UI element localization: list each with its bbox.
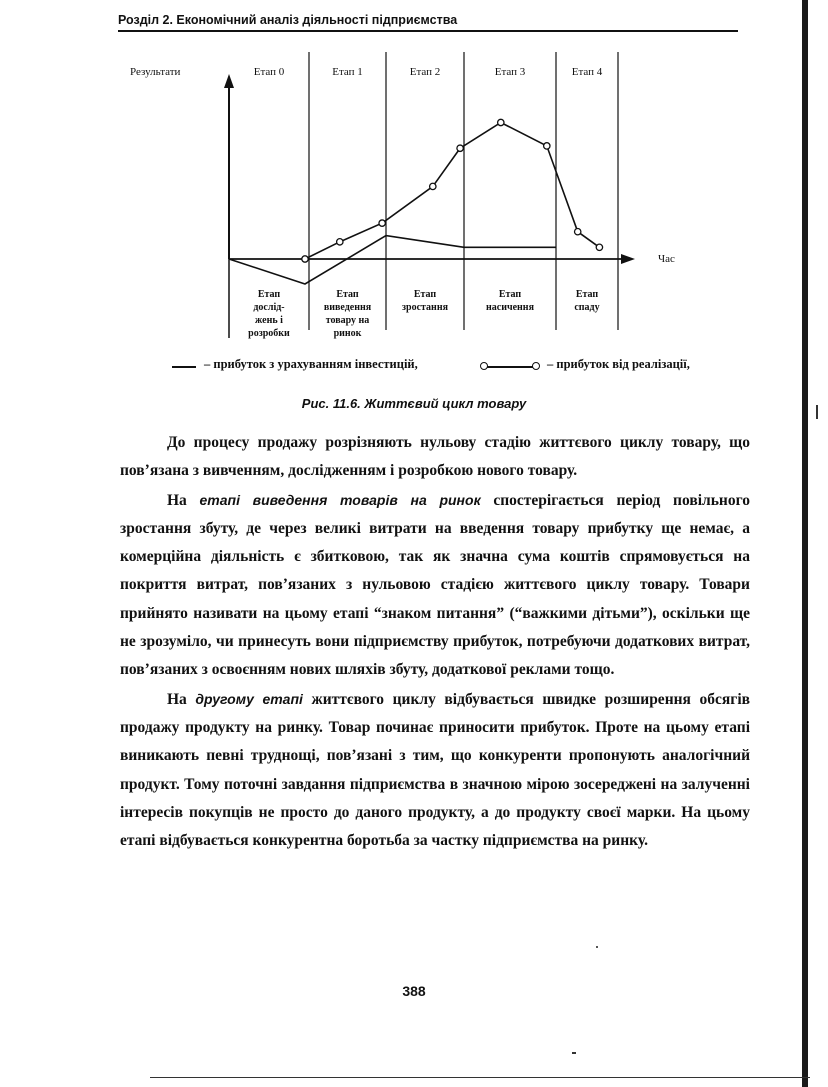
legend-label-investment: – прибуток з урахуванням інвестицій,: [204, 357, 418, 371]
legend-swatch-investment: [172, 366, 196, 368]
stage-bottom-label-4-1: спаду: [574, 302, 600, 313]
stage-bottom-label-3-0: Етап: [498, 289, 522, 300]
stage-bottom-label-0-2: жень і: [255, 315, 283, 326]
header-rule: [118, 30, 738, 32]
series-line-1: [305, 123, 599, 260]
stage-top-label-3: Етап 3: [494, 66, 526, 78]
stage-bottom-label-1-0: Етап: [336, 289, 359, 300]
stage-top-label-1: Етап 1: [332, 66, 363, 78]
stage-bottom-label-1-3: ринок: [333, 328, 362, 339]
series-1-point-2: [379, 220, 385, 226]
scan-speck: [572, 1052, 576, 1054]
x-axis-arrow: [621, 254, 635, 264]
product-life-cycle-chart: [118, 40, 698, 355]
series-1-point-5: [498, 119, 504, 125]
legend-label-sales: – прибуток від реалізації,: [547, 357, 690, 371]
stage-bottom-label-2-0: Етап: [413, 289, 437, 300]
legend-marker-right: [532, 362, 540, 370]
paragraph-3: [120, 685, 750, 856]
series-1-point-8: [596, 244, 602, 250]
stage-bottom-label-1-2: товару на: [325, 315, 370, 326]
body-text: [120, 429, 750, 855]
stage-bottom-label-0-1: дослід-: [253, 302, 285, 313]
chart-legend: [172, 357, 792, 375]
y-axis-label: Результати: [130, 66, 181, 78]
p3-emphasis: другому етапі: [195, 690, 303, 707]
p3-rest: життєвого циклу відбувається швидке розширення обсягів продажу продукту на ринку. Товар починає приносити прибуток. Проте на цьому етапі виникають певні труднощі, пов’язані з тим, що конкуренти пропонують аналогічний продукт. Тому поточні завдання підприємства в значною мірою зосереджені на залученні інтересів покупців не просто до даного продукту, а до продукту своєї марки. На цьому етапі відбувається конкурентна боротьба за частку підприємства на ринку.: [120, 690, 751, 850]
paragraph-2: [120, 486, 750, 685]
stage-top-label-4: Етап 4: [571, 66, 603, 78]
stage-bottom-label-0-3: розробки: [248, 328, 290, 339]
p2-emphasis: етапі виведення товарів на ринок: [199, 491, 481, 508]
running-header: Розділ 2. Економічний аналіз діяльності підприємства: [118, 13, 458, 27]
series-1-point-7: [575, 229, 581, 235]
stage-bottom-label-2-1: зростання: [402, 302, 448, 313]
series-1-point-6: [544, 143, 550, 149]
series-1-point-1: [337, 239, 343, 245]
stage-bottom-label-1-1: виведення: [323, 302, 372, 313]
series-1-point-0: [302, 256, 308, 262]
figure-caption: Рис. 11.6. Життєвий цикл товару: [301, 396, 527, 411]
bottom-rule: [150, 1077, 810, 1078]
p3-prefix: На: [167, 690, 187, 708]
series-1-point-4: [457, 145, 463, 151]
p2-rest: спостерігається період повільного зростання збуту, де через великі витрати на введення товару прибутку ще немає, а комерційна діяльність є збитковою, так як значна сума коштів спрямовується на покриття витрат, пов’язаних з нульовою стадією життєвого циклу товару. Товари прийнято називати на цьому етапі “знаком питання” (“важкими дітьми”), оскільки ще не зрозуміло, чи принесуть вони підприємству прибуток, потребуючи додаткових витрат, пов’язаних з освоєнням нових шляхів збуту, додаткової реклами тощо.: [120, 491, 750, 679]
stage-bottom-label-0-0: Етап: [257, 289, 281, 300]
legend-marker-left: [480, 362, 488, 370]
x-axis-label: Час: [658, 253, 675, 265]
stage-bottom-label-4-0: Етап: [575, 289, 599, 300]
stage-top-label-0: Етап 0: [253, 66, 285, 78]
page-number: 388: [402, 983, 426, 999]
y-axis-arrow: [224, 74, 234, 88]
series-1-point-3: [430, 183, 436, 189]
legend-swatch-sales: [482, 366, 537, 368]
scan-edge-mark: [816, 405, 818, 419]
p2-prefix: На: [167, 491, 187, 509]
stage-top-label-2: Етап 2: [409, 66, 441, 78]
paragraph-1: До процесу продажу розрізняють нульову стадію життєвого циклу товару, що пов’язана з вивченням, дослідженням і розробкою нового товару.: [120, 434, 750, 480]
stage-bottom-label-3-1: насичення: [486, 302, 534, 313]
scan-edge-bar: [802, 0, 808, 1087]
scan-speck-2: [596, 946, 598, 948]
